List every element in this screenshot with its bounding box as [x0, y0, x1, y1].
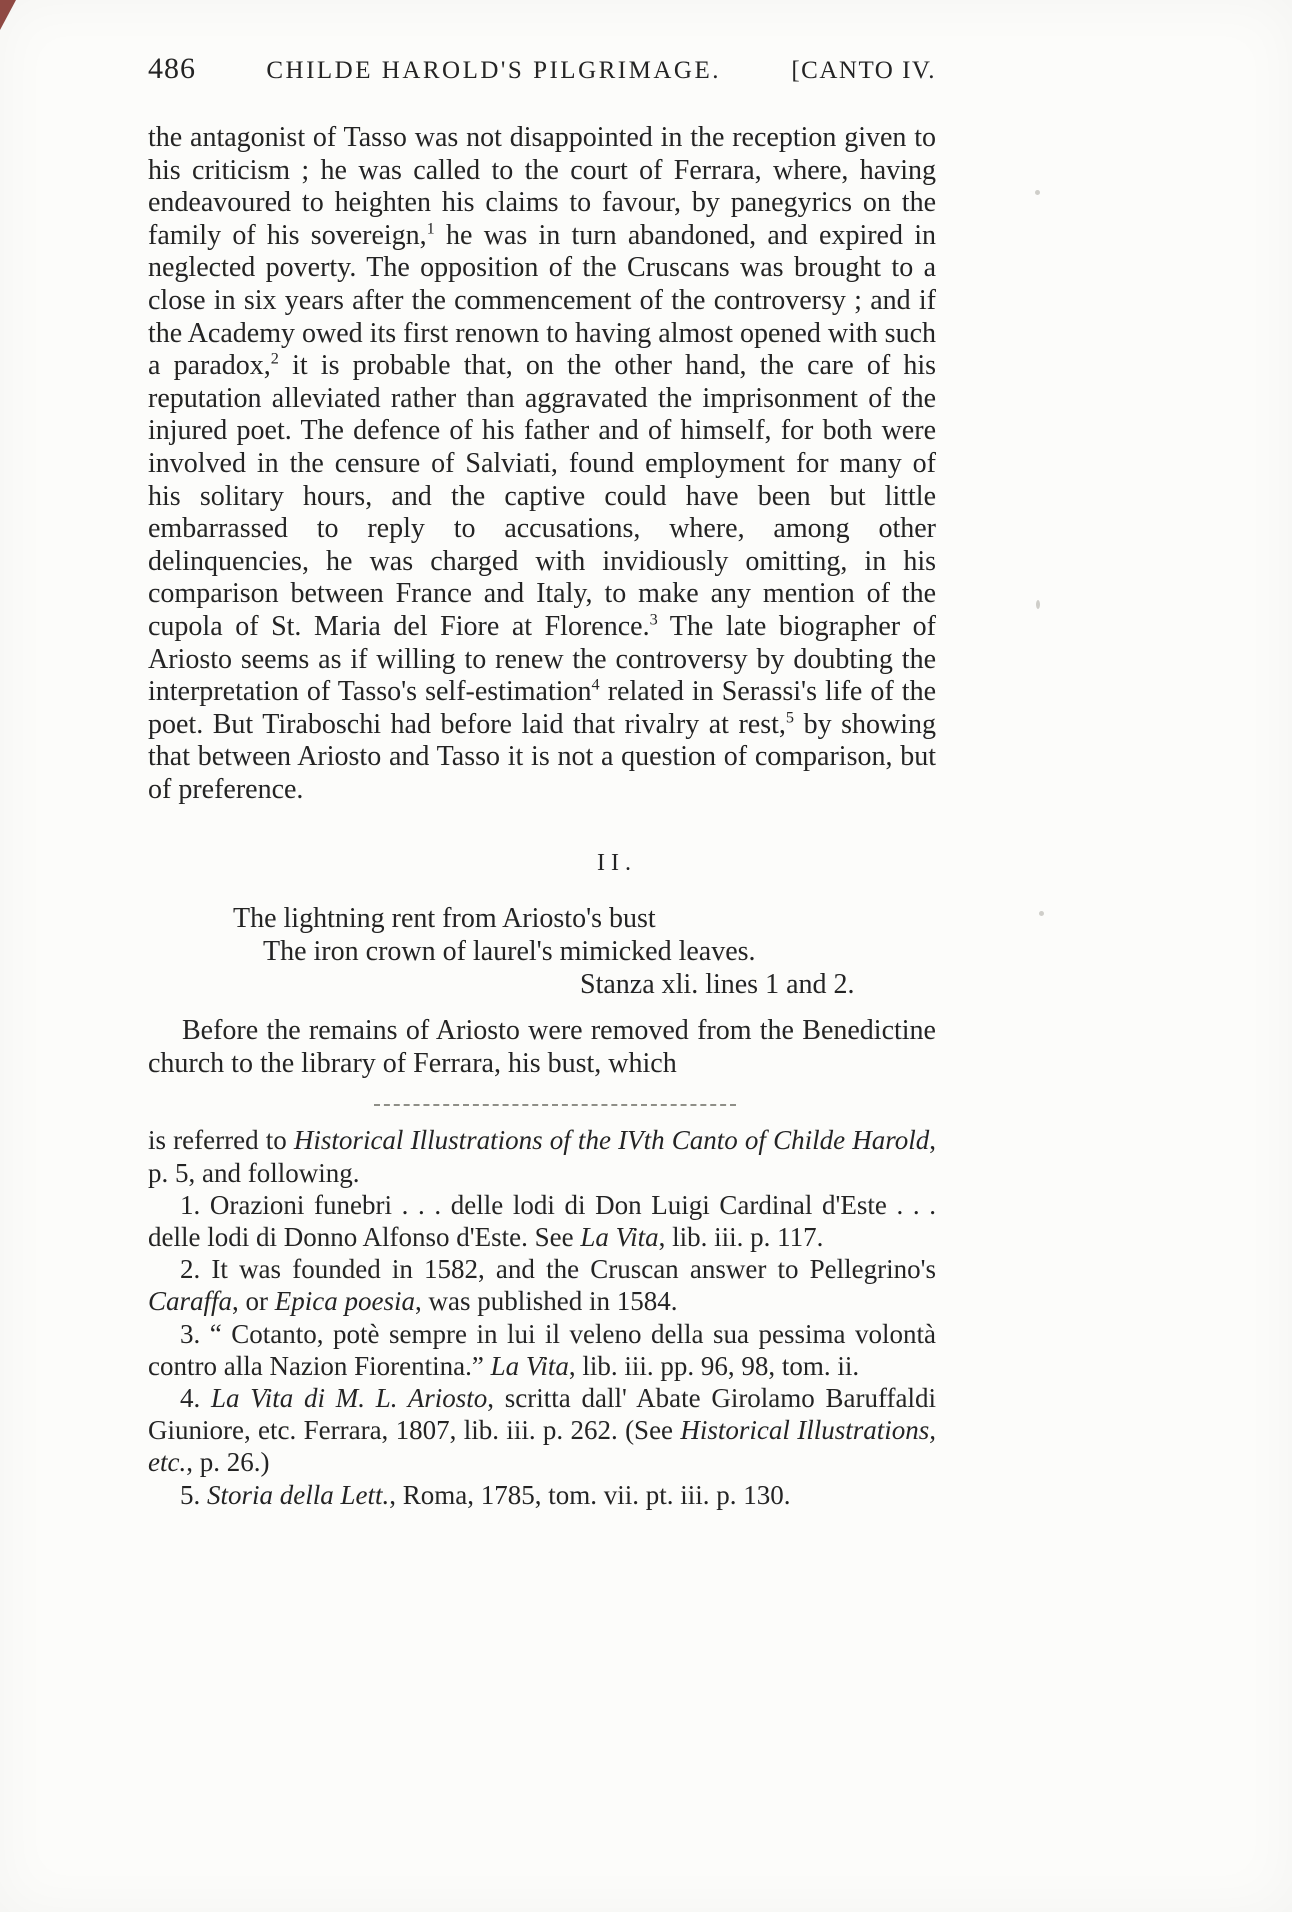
scan-artifact [0, 0, 16, 30]
scan-speck [1036, 600, 1040, 609]
page-header [148, 52, 936, 86]
running-title: CHILDE HAROLD'S PILGRIMAGE. [266, 57, 721, 84]
page-content [148, 52, 936, 1511]
footnote-continuation: is referred to Historical Illustrations of the IVth Canto of Childe Harold, p. 5, and following. [148, 1125, 936, 1188]
verse-quote [148, 903, 936, 1001]
verse-line-2: The iron crown of laurel's mimicked leaves. [263, 936, 756, 968]
scan-speck [1035, 190, 1040, 195]
verse-line-1: The lightning rent from Ariosto's bust [233, 903, 656, 935]
page-number: 486 [148, 52, 196, 85]
footnote-separator [374, 1104, 736, 1106]
main-paragraph: the antagonist of Tasso was not disappointed in the reception given to his criticism ; he was called to the court of Ferrara, where, having endeavoured to heighten his claims to favour, by panegyrics on the family of his sovereign,$^1$ he was in turn abandoned, and expired in neglected poverty. The opposition of the Cruscans was brought to a close in six years after the commencement of the controversy ; and if the Academy owed its first renown to having almost opened with such a paradox,$^2$ it is probable that, on the other hand, the care of his reputation alleviated rather than aggravated the imprisonment of the injured poet. The defence of his father and of himself, for both were involved in the censure of Salviati, found employment for many of his solitary hours, and the captive could have been but little embarrassed to reply to accusations, where, among other delinquencies, he was charged with invidiously omitting, in his comparison between France and Italy, to make any mention of the cupola of St. Maria del Fiore at Florence.$^3$ The late biographer of Ariosto seems as if willing to renew the controversy by doubting the interpretation of Tasso's self-estimation$^4$ related in Serassi's life of the poet. But Tiraboschi had before laid that rivalry at rest,$^5$ by showing that between Ariosto and Tasso it is not a question of comparison, but of preference. [148, 122, 936, 805]
footnote-5: 5. Storia della Lett., Roma, 1785, tom. vii. pt. iii. p. 130. [180, 1479, 791, 1510]
footnotes-block [148, 1124, 936, 1510]
stanza-section-number: II. [597, 850, 637, 877]
verse-attribution: Stanza xli. lines 1 and 2. [580, 968, 855, 1000]
second-paragraph: Before the remains of Ariosto were removed from the Benedictine church to the library of Ferrara, his bust, which [148, 1015, 936, 1079]
canto-label: [CANTO IV. [791, 57, 936, 84]
footnote-2: 2. It was founded in 1582, and the Cruscan answer to Pellegrino's Caraffa, or Epica poesia, was published in 1584. [148, 1254, 936, 1317]
footnote-1: 1. Orazioni funebri . . . delle lodi di Don Luigi Cardinal d'Este . . . delle lodi di Donno Alfonso d'Este. See La Vita, lib. iii. p. 117. [148, 1189, 936, 1253]
scan-speck [1039, 911, 1044, 916]
footnote-3: 3. “ Cotanto, potè sempre in lui il veleno della sua pessima volontà contro alla Nazion Fiorentina.” La Vita, lib. iii. pp. 96, 98, tom. ii. [148, 1318, 936, 1381]
footnote-4: 4. La Vita di M. L. Ariosto, scritta dall' Abate Girolamo Baruffaldi Giuniore, etc. Ferrara, 1807, lib. iii. p. 262. (See Historical Illustrations, etc., p. 26.) [148, 1383, 937, 1478]
